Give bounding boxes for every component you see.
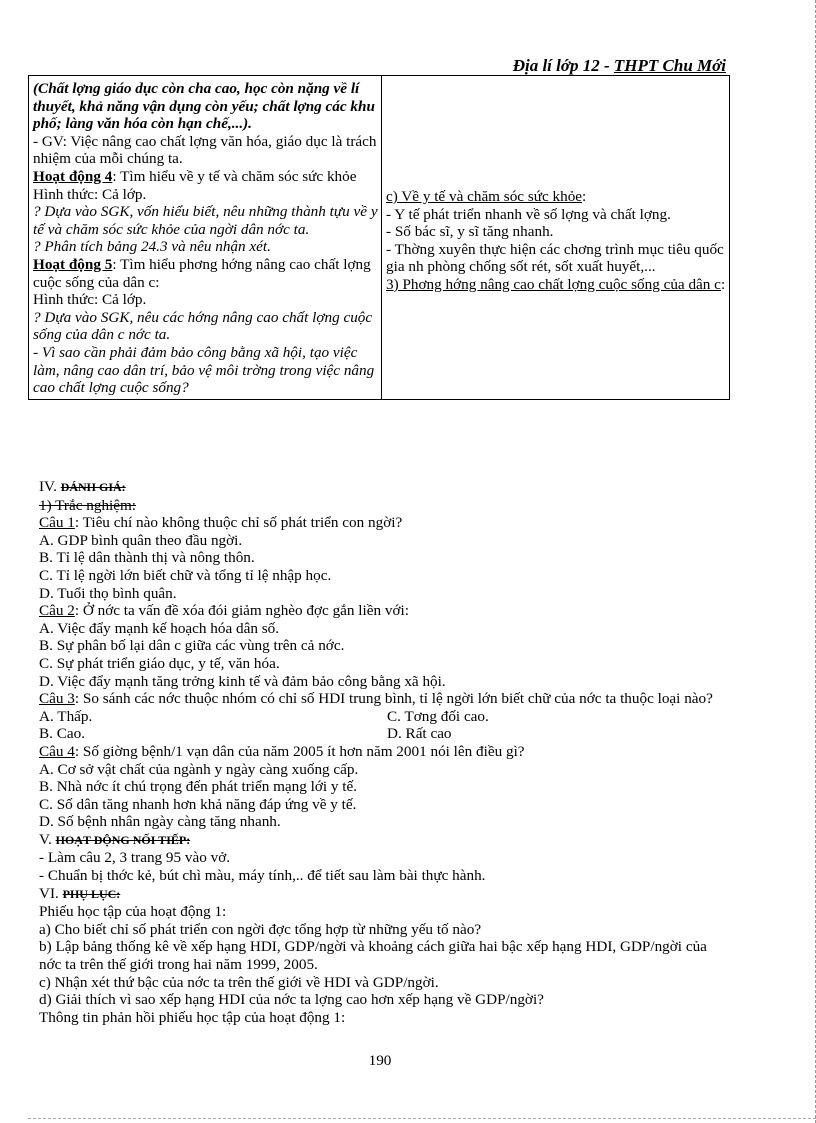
assessment-heading-text: ĐÁNH GIÁ:: [60, 480, 126, 494]
followup-line-1: - Làm câu 2, 3 trang 95 vào vở.: [39, 849, 231, 867]
section-c-item-2: - Số bác sĩ, y sĩ tăng nhanh.: [386, 223, 554, 241]
appendix-line-6: Thông tin phản hồi phiếu học tập của hoạt động 1:: [39, 1008, 346, 1026]
followup-heading-num: V.: [39, 830, 52, 848]
section-3-title-text: 3) Phơng hớng nâng cao chất lợng cuộc sống của dân c: [386, 275, 721, 293]
teacher-note: - GV: Việc nâng cao chất lợng văn hóa, giáo dục là trách nhiệm của mỗi chúng ta.: [33, 132, 377, 168]
activity-4-text: : Tìm hiểu về y tế và chăm sóc sức khỏe: [112, 167, 357, 185]
appendix-line-4: c) Nhận xét thứ bậc của nớc ta trên thế giới về HDI và GDP/ngời.: [39, 973, 439, 991]
appendix-line-1: Phiếu học tập của hoạt động 1:: [39, 903, 227, 921]
activity-5-title: Hoạt động 5: [33, 255, 113, 273]
activities-column: [29, 76, 382, 400]
italic-note: (Chất lợng giáo dục còn cha cao, học còn nặng về lí thuyết, khả năng vận dụng còn yếu; chất lợng các khu phố; làng văn hóa còn hạn chế,...).: [33, 80, 375, 133]
assessment-body: [39, 478, 729, 1026]
page-header: [513, 57, 726, 75]
question-3-label: Câu 3: [39, 690, 75, 708]
question-3: [39, 690, 729, 708]
activity-5: [33, 256, 378, 291]
question-3-text: : So sánh các nớc thuộc nhóm có chỉ số HDI trung bình, tỉ lệ ngời lớn biết chữ của nớc ta thuộc loại nào?: [74, 690, 713, 708]
question-4-text: : Số giờng bệnh/1 vạn dân của năm 2005 ít hơn năm 2001 nói lên điều gì?: [74, 742, 525, 760]
activity-5-text: : Tìm hiểu phơng hớng nâng cao chất lợng cuộc sống của dân c:: [33, 255, 371, 291]
question-4-label: Câu 4: [39, 742, 75, 760]
question-4: [39, 743, 729, 761]
question-2-option-b: B. Sự phân bố lại dân c giữa các vùng trên cả nớc.: [39, 637, 345, 655]
question-4-option-d: D. Số bệnh nhân ngày càng tăng nhanh.: [39, 813, 281, 831]
followup-heading-text: HOẠT ĐỘNG NỐI TIẾP:: [55, 832, 191, 847]
question-1-option-c: C. Tỉ lệ ngời lớn biết chữ và tổng tỉ lệ nhập học.: [39, 566, 332, 584]
appendix-heading: [39, 885, 729, 904]
question-3-option-b: B. Cao.: [39, 725, 85, 743]
assessment-heading-num: IV.: [39, 478, 57, 495]
lesson-table: [28, 75, 730, 400]
section-3-colon: :: [720, 275, 726, 293]
appendix-line-3: b) Lập bảng thống kê về xếp hạng HDI, GDP/ngời và khoảng cách giữa hai bậc xếp hạng HDI, GDP/ngời của nớc ta trên thế giới trong hai năm 1999, 2005.: [39, 938, 707, 974]
multiple-choice-heading-text: 1) Trắc nghiệm:: [39, 496, 137, 514]
page-edge-bottom: [28, 1118, 816, 1119]
question-3-option-c: C. Tơng đối cao.: [387, 707, 489, 725]
activity-4-question-2: ? Phân tích bảng 24.3 và nêu nhận xét.: [33, 238, 271, 256]
appendix-line-5: d) Giải thích vì sao xếp hạng HDI của nớc ta lợng cao hơn xếp hạng về GDP/ngời?: [39, 991, 544, 1009]
section-3-title: [386, 276, 726, 294]
question-4-option-b: B. Nhà nớc ít chú trọng đến phát triển mạng lới y tế.: [39, 778, 358, 796]
question-3-option-a: A. Thấp.: [39, 707, 93, 725]
activity-5-form: Hình thức: Cả lớp.: [33, 291, 147, 309]
content-column: [382, 76, 730, 400]
activity-5-question-2: - Vì sao cần phải đảm bảo công bằng xã hội, tạo việc làm, nâng cao dân trí, bảo vệ môi trờng trong việc nâng cao chất lợng cuộc sống?: [33, 343, 375, 397]
section-c-item-1: - Y tế phát triển nhanh về số lợng và chất lợng.: [386, 205, 671, 223]
question-1-label: Câu 1: [39, 514, 75, 532]
question-2: [39, 602, 729, 620]
question-2-text: : Ở nớc ta vấn đề xóa đói giảm nghèo đợc gắn liền với:: [74, 602, 409, 620]
question-2-option-a: A. Việc đẩy mạnh kế hoạch hóa dân số.: [39, 619, 280, 637]
question-4-option-c: C. Số dân tăng nhanh hơn khả năng đáp ứng về y tế.: [39, 795, 357, 813]
appendix-heading-num: VI.: [39, 884, 59, 902]
question-2-option-c: C. Sự phát triển giáo dục, y tế, văn hóa.: [39, 654, 280, 672]
question-1-option-a: A. GDP bình quân theo đầu ngời.: [39, 531, 243, 549]
question-1: [39, 514, 729, 532]
activity-5-question-1: ? Dựa vào SGK, nêu các hớng nâng cao chất lợng cuộc sống của dân c nớc ta.: [33, 308, 373, 344]
section-c-colon: :: [582, 188, 587, 205]
activity-4-form: Hình thức: Cả lớp.: [33, 185, 147, 203]
question-1-option-b: B. Tỉ lệ dân thành thị và nông thôn.: [39, 549, 255, 567]
question-3-options-row-1: [39, 708, 729, 726]
section-c-title: [386, 188, 726, 206]
question-2-label: Câu 2: [39, 602, 75, 620]
question-1-option-d: D. Tuổi thọ bình quân.: [39, 584, 177, 602]
activity-4: [33, 168, 378, 186]
activity-4-question-1: ? Dựa vào SGK, vốn hiểu biết, nêu những thành tựu về y tế và chăm sóc sức khỏe của ngời dân nớc ta.: [33, 203, 378, 238]
question-2-option-d: D. Việc đẩy mạnh tăng trởng kinh tế và đảm bảo công bằng xã hội.: [39, 672, 446, 690]
question-3-option-d: D. Rất cao: [387, 725, 452, 743]
section-c-title-text: c) Về y tế và chăm sóc sức khỏe: [386, 188, 583, 205]
multiple-choice-heading: [39, 497, 729, 515]
header-school: THPT Chu Mới: [613, 56, 726, 75]
activity-4-title: Hoạt động 4: [33, 167, 113, 185]
followup-heading: [39, 831, 729, 850]
question-1-text: : Tiêu chí nào không thuộc chỉ số phát triển con ngời?: [74, 514, 403, 532]
appendix-heading-text: PHỤ LỤC:: [62, 886, 121, 901]
page-number: 190: [368, 1052, 392, 1069]
question-4-option-a: A. Cơ sở vật chất của ngành y ngày càng xuống cấp.: [39, 760, 359, 778]
assessment-heading: [39, 478, 729, 497]
header-prefix: Địa lí lớp 12 -: [512, 56, 614, 75]
appendix-line-2: a) Cho biết chỉ số phát triển con ngời đợc tổng hợp từ những yếu tố nào?: [39, 920, 482, 938]
followup-line-2: - Chuẩn bị thớc kẻ, bút chì màu, máy tính,.. để tiết sau làm bài thực hành.: [39, 867, 486, 885]
section-c-item-3: - Thờng xuyên thực hiện các chơng trình mục tiêu quốc gia nh phòng chống sốt rét, sốt xuất huyết,...: [386, 240, 724, 276]
question-3-options-row-2: [39, 725, 729, 743]
